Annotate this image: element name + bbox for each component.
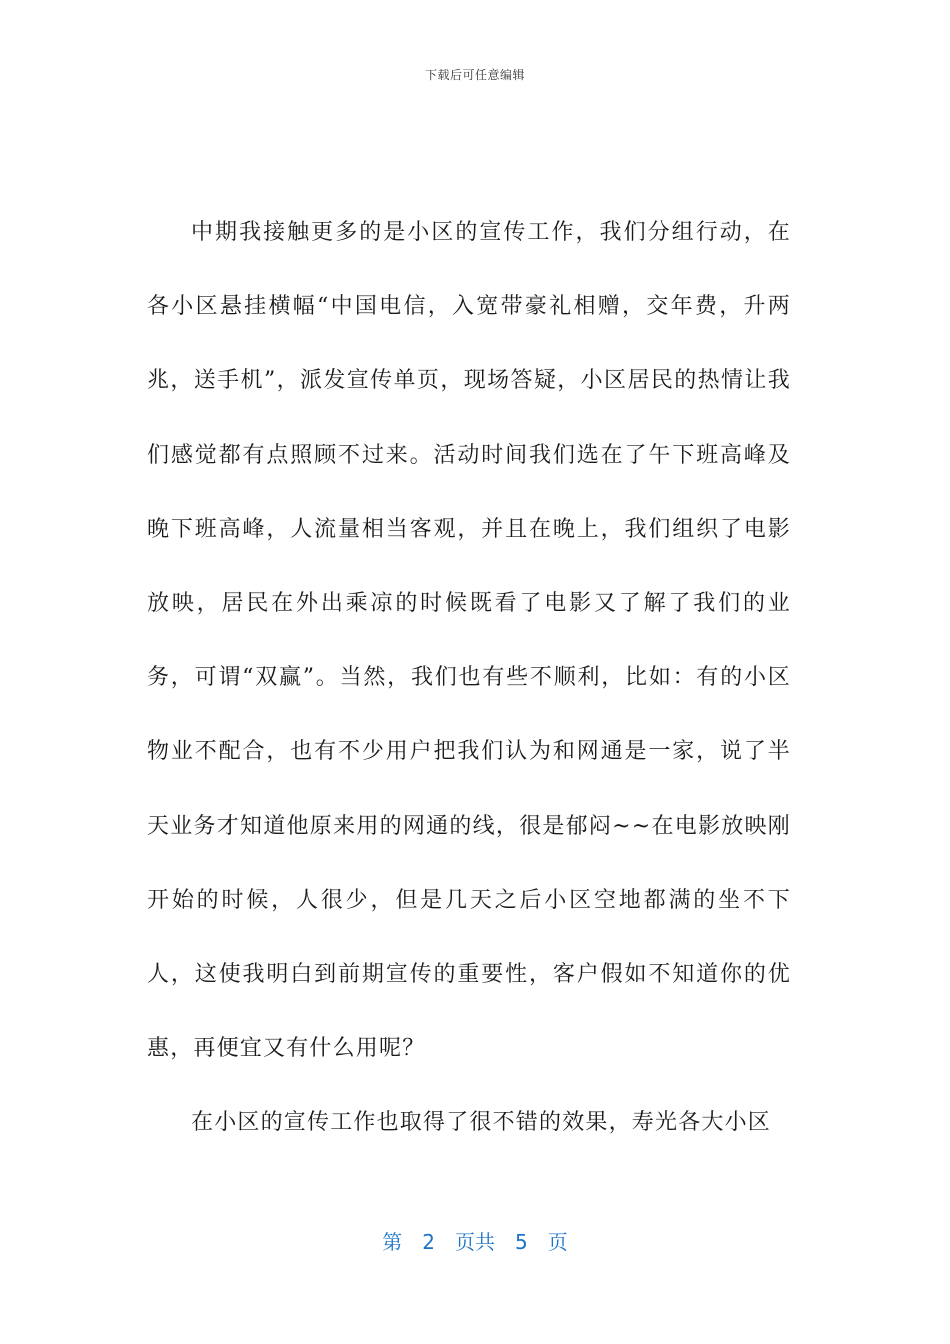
footer-current-page: 2 <box>422 1230 435 1254</box>
footer-prefix: 第 <box>382 1230 403 1254</box>
page-header-note: 下载后可任意编辑 <box>424 68 525 82</box>
footer-middle: 页共 <box>455 1230 495 1254</box>
footer-total-pages: 5 <box>515 1230 528 1254</box>
document-body <box>147 196 791 1161</box>
body-paragraph-2: 在小区的宣传工作也取得了很不错的效果，寿光各大小区 <box>191 1110 772 1136</box>
body-paragraph-1: 中期我接触更多的是小区的宣传工作，我们分组行动，在各小区悬挂横幅“中国电信，入宽带豪礼相赠，交年费，升两兆，送手机”，派发宣传单页，现场答疑，小区居民的热情让我们感觉都有点照顾不过来。活动时间我们选在了午下班高峰及晚下班高峰，人流量相当客观，并且在晚上，我们组织了电影放映，居民在外出乘凉的时候既看了电影又了解了我们的业务，可谓“双赢”。当然，我们也有些不顺利，比如：有的小区物业不配合，也有不少用户把我们认为和网通是一家，说了半天业务才知道他原来用的网通的线，很是郁闷~~在电影放映刚开始的时候，人很少，但是几天之后小区空地都满的坐不下人，这使我明白到前期宣传的重要性，客户假如不知道你的优惠，再便宜又有什么用呢？ <box>147 220 791 1062</box>
footer-suffix: 页 <box>547 1230 568 1254</box>
page-footer <box>0 1226 950 1255</box>
